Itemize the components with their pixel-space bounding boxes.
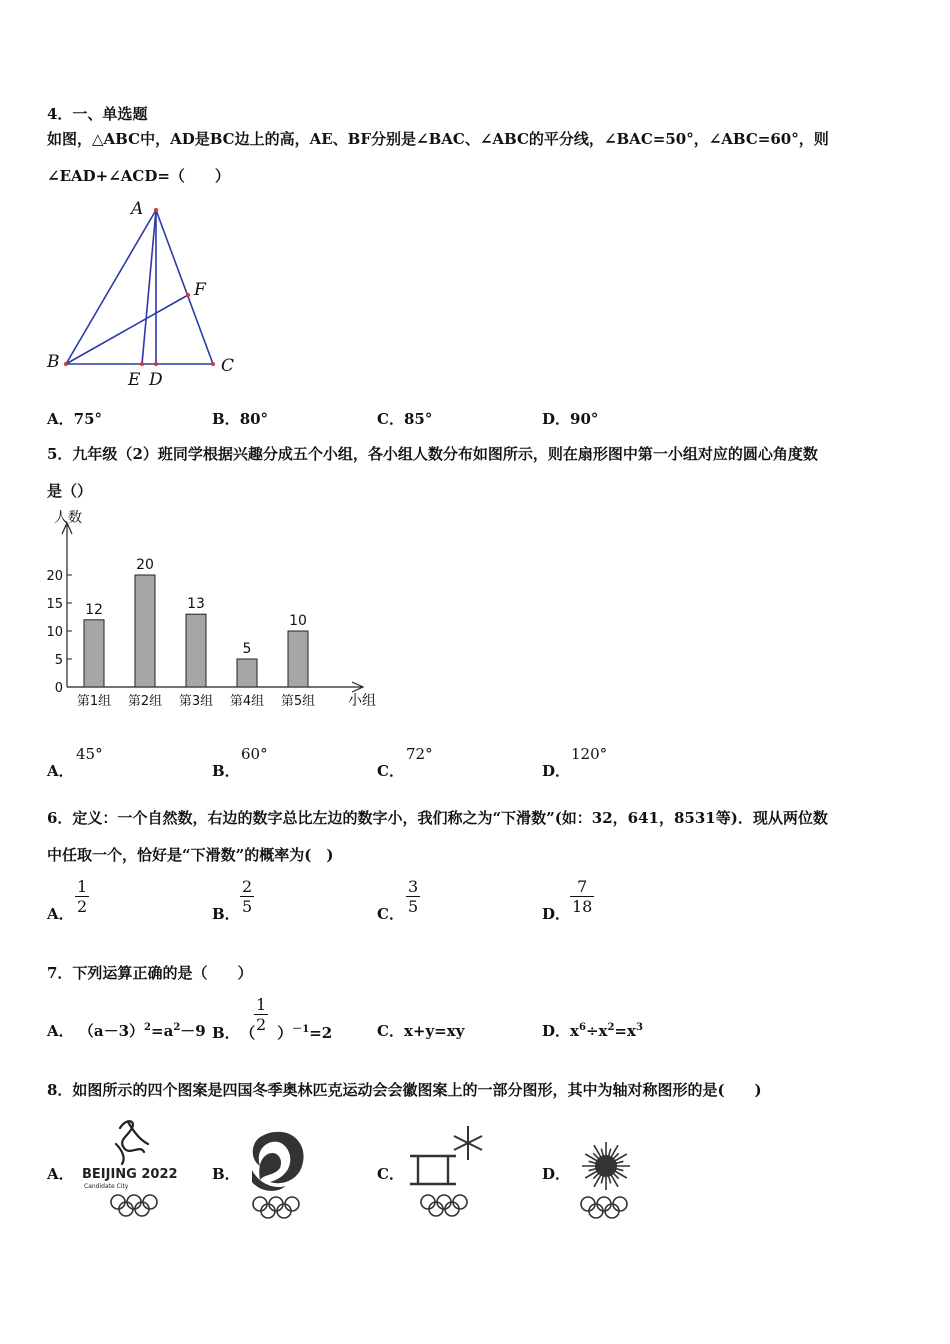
q7-option-c[interactable]: C．x+y=xy bbox=[377, 1022, 465, 1040]
olympic-rings-b bbox=[253, 1197, 299, 1218]
y-tick-label: 20 bbox=[46, 569, 63, 584]
q6-stem-line1: 6．定义：一个自然数，右边的数字总比左边的数字小，我们称之为“下滑数”(如：32，641，8531等)．现从两位数 bbox=[47, 809, 828, 827]
q4-stem-line1: 如图，△ABC中，AD是BC边上的高，AE、BF分别是∠BAC、∠ABC的平分线，∠BAC=50°，∠ABC=60°，则 bbox=[47, 130, 829, 148]
q5-option-a-value: 45° bbox=[76, 745, 103, 763]
y-tick-label: 10 bbox=[46, 625, 63, 640]
bar-5 bbox=[288, 631, 308, 687]
q7-option-b[interactable]: B． （ ）$^{-1}$=2 bbox=[212, 1024, 333, 1042]
q5-option-d[interactable]: D． bbox=[542, 762, 571, 780]
q5-bar-chart bbox=[40, 505, 385, 715]
x-axis-title: 小组 bbox=[348, 693, 376, 709]
q6-option-c[interactable]: C． bbox=[377, 905, 404, 923]
side-ab bbox=[66, 210, 156, 364]
bar-1 bbox=[84, 620, 104, 687]
category-label: 第2组 bbox=[127, 694, 163, 709]
y-axis-title: 人数 bbox=[54, 510, 82, 526]
q6-option-b-fraction: $\frac{2}{5}$ bbox=[242, 877, 253, 916]
q7-option-d[interactable]: D．$x^6\div x^2=x^3$ bbox=[542, 1022, 643, 1040]
bar-value-label: 20 bbox=[136, 557, 154, 573]
q4-triangle-figure bbox=[45, 198, 245, 388]
q4-option-b[interactable]: B．80° bbox=[212, 410, 269, 428]
bar-value-label: 13 bbox=[187, 596, 205, 613]
olympic-rings-c bbox=[421, 1195, 467, 1216]
beijing-text: BEIJING 2022 bbox=[82, 1167, 178, 1182]
q4-section-heading: 4．一、单选题 bbox=[47, 105, 148, 123]
label-b: B bbox=[47, 352, 60, 372]
q8-option-b[interactable]: B． bbox=[212, 1165, 240, 1183]
label-e: E bbox=[128, 370, 141, 390]
q8-option-c[interactable]: C． bbox=[377, 1165, 404, 1183]
q5-option-b[interactable]: B． bbox=[212, 762, 240, 780]
q5-option-b-value: 60° bbox=[241, 745, 268, 763]
segment-bf bbox=[66, 295, 188, 364]
q8-option-a[interactable]: A． bbox=[47, 1165, 74, 1183]
bar-value-label: 5 bbox=[242, 641, 252, 657]
q6-option-d-fraction: $\frac{7}{18}$ bbox=[572, 877, 593, 916]
category-label: 第4组 bbox=[229, 694, 265, 709]
label-f: F bbox=[194, 280, 206, 300]
q4-stem-line2: ∠EAD+∠ACD=（ ） bbox=[47, 167, 230, 185]
q7-option-b-fraction: $\frac{1}{2}$ bbox=[256, 995, 267, 1034]
star-icon bbox=[454, 1126, 482, 1160]
q4-option-d[interactable]: D．90° bbox=[542, 410, 599, 428]
q5-stem-line1: 5．九年级（2）班同学根据兴趣分成五个小组，各小组人数分布如图所示，则在扇形图中第一小组对应的圆心角度数 bbox=[47, 445, 818, 463]
q5-option-c[interactable]: C． bbox=[377, 762, 404, 780]
q4-option-c[interactable]: C．85° bbox=[377, 410, 433, 428]
q5-option-a[interactable]: A． bbox=[47, 762, 74, 780]
q5-stem-line2: 是（） bbox=[47, 482, 93, 500]
olympic-rings-a bbox=[111, 1195, 157, 1216]
q8-option-d-emblem bbox=[570, 1130, 650, 1230]
label-c: C bbox=[221, 356, 235, 376]
q6-option-a[interactable]: A． bbox=[47, 905, 74, 923]
bar-4 bbox=[237, 659, 257, 687]
q8-option-a-emblem bbox=[78, 1114, 188, 1219]
q6-option-c-fraction: $\frac{3}{5}$ bbox=[408, 877, 419, 916]
q6-option-a-fraction: $\frac{1}{2}$ bbox=[77, 877, 88, 916]
bar-2 bbox=[135, 575, 155, 687]
q8-stem: 8．如图所示的四个图案是四国冬季奥林匹克运动会会徽图案上的一部分图形，其中为轴对称图形的是( ) bbox=[47, 1081, 762, 1099]
category-label: 第3组 bbox=[178, 694, 214, 709]
q5-option-c-value: 72° bbox=[406, 745, 433, 763]
label-a: A bbox=[131, 199, 144, 219]
q6-option-d[interactable]: D． bbox=[542, 905, 571, 923]
q5-option-d-value: 120° bbox=[571, 745, 608, 763]
label-d: D bbox=[149, 370, 163, 390]
y-tick-label: 15 bbox=[46, 597, 63, 612]
category-label: 第5组 bbox=[280, 694, 316, 709]
q7-stem: 7．下列运算正确的是（ ） bbox=[47, 964, 253, 982]
q4-option-a[interactable]: A．75° bbox=[47, 410, 103, 428]
q7-option-a[interactable]: A． $(a-3)^2=a^2-9$ bbox=[47, 1022, 206, 1040]
bar-3 bbox=[186, 614, 206, 687]
candidate-city-text: Candidate City bbox=[84, 1183, 129, 1190]
q8-option-c-emblem bbox=[404, 1122, 494, 1222]
y-tick-label: 5 bbox=[54, 653, 63, 668]
q8-option-d[interactable]: D． bbox=[542, 1165, 571, 1183]
q8-option-b-emblem bbox=[238, 1124, 318, 1224]
q6-option-b[interactable]: B． bbox=[212, 905, 240, 923]
bar-value-label: 12 bbox=[85, 601, 103, 618]
q6-stem-line2: 中任取一个，恰好是“下滑数”的概率为( ) bbox=[47, 846, 334, 864]
category-label: 第1组 bbox=[76, 694, 112, 709]
y-tick-label: 0 bbox=[54, 681, 63, 696]
olympic-rings-d bbox=[581, 1197, 627, 1218]
segment-ae bbox=[142, 210, 156, 364]
bar-value-label: 10 bbox=[289, 613, 307, 629]
